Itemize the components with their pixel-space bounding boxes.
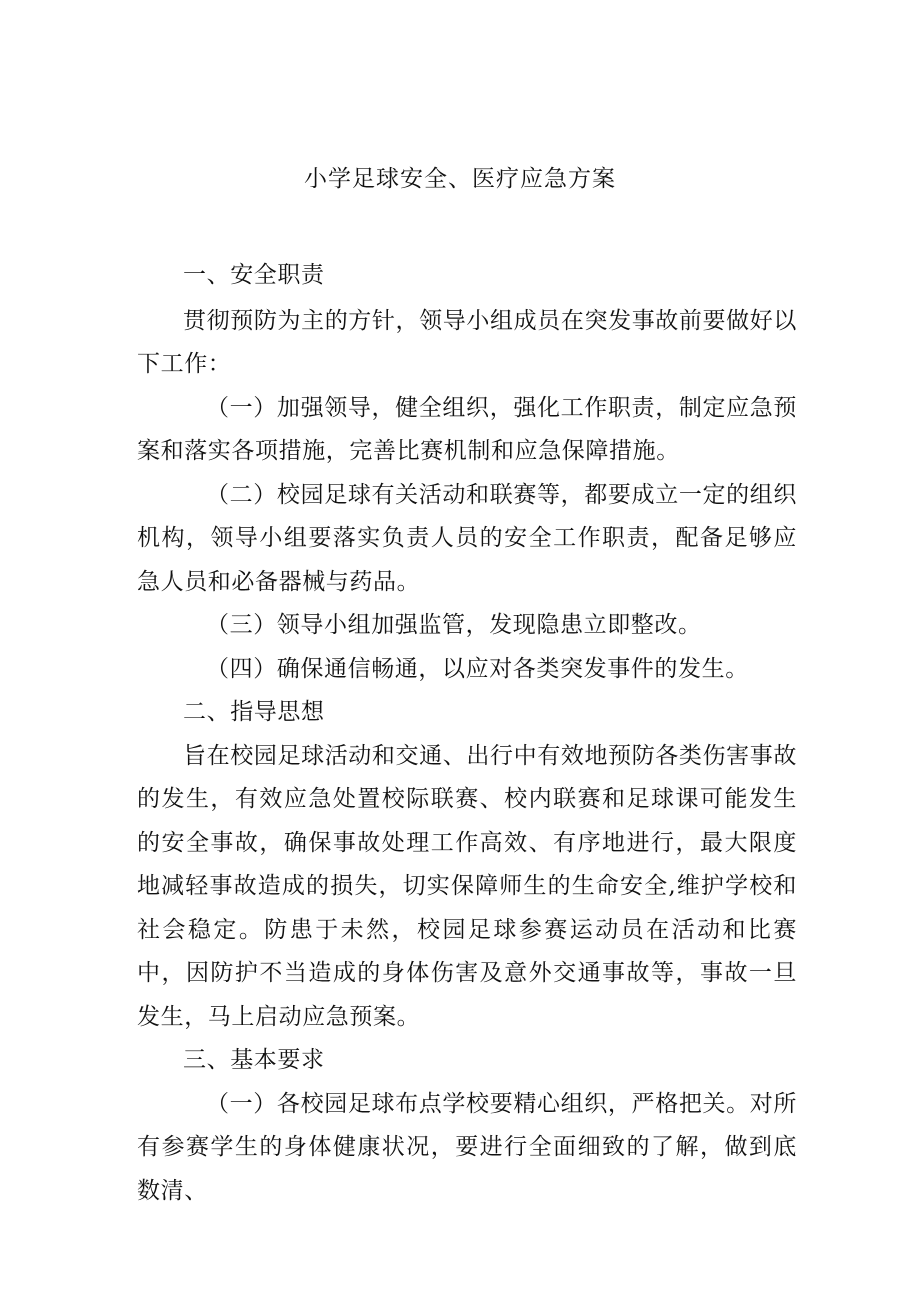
- document-body: [137, 254, 797, 1213]
- paragraph-item-2: （二）校园足球有关活动和联赛等，都要成立一定的组织机构，领导小组要落实负责人员的安全工作职责，配备足够应急人员和必备器械与药品。: [137, 481, 797, 595]
- paragraph-guiding-principle: 旨在校园足球活动和交通、出行中有效地预防各类伤害事故的发生，有效应急处置校际联赛、校内联赛和足球课可能发生的安全事故，确保事故处理工作高效、有序地进行，最大限度地减轻事故造成的损失，切实保障师生的生命安全,维护学校和社会稳定。防患于未然，校园足球参赛运动员在活动和比赛中，因防护不当造成的身体伤害及意外交通事故等，事故一旦发生，马上启动应急预案。: [137, 742, 797, 1030]
- document-title: 小学足球安全、医疗应急方案: [304, 166, 616, 192]
- paragraph-item-3: （三）领导小组加强监管，发现隐患立即整改。: [206, 612, 702, 638]
- paragraph-item-1: （一）加强领导，健全组织，强化工作职责，制定应急预案和落实各项措施，完善比赛机制和应急保障措施。: [137, 394, 797, 464]
- paragraph-prevention-policy: 贯彻预防为主的方针，领导小组成员在突发事故前要做好以下工作：: [137, 307, 797, 377]
- section-heading-basic-requirements: 三、基本要求: [183, 1047, 325, 1073]
- paragraph-requirement-1: （一）各校园足球布点学校要精心组织，严格把关。对所有参赛学生的身体健康状况，要进行全面细致的了解，做到底数清、: [137, 1090, 797, 1204]
- paragraph-item-4: （四）确保通信畅通，以应对各类突发事件的发生。: [206, 655, 749, 682]
- section-heading-guiding-principle: 二、指导思想: [183, 699, 325, 725]
- section-heading-safety-duties: 一、安全职责: [183, 262, 325, 288]
